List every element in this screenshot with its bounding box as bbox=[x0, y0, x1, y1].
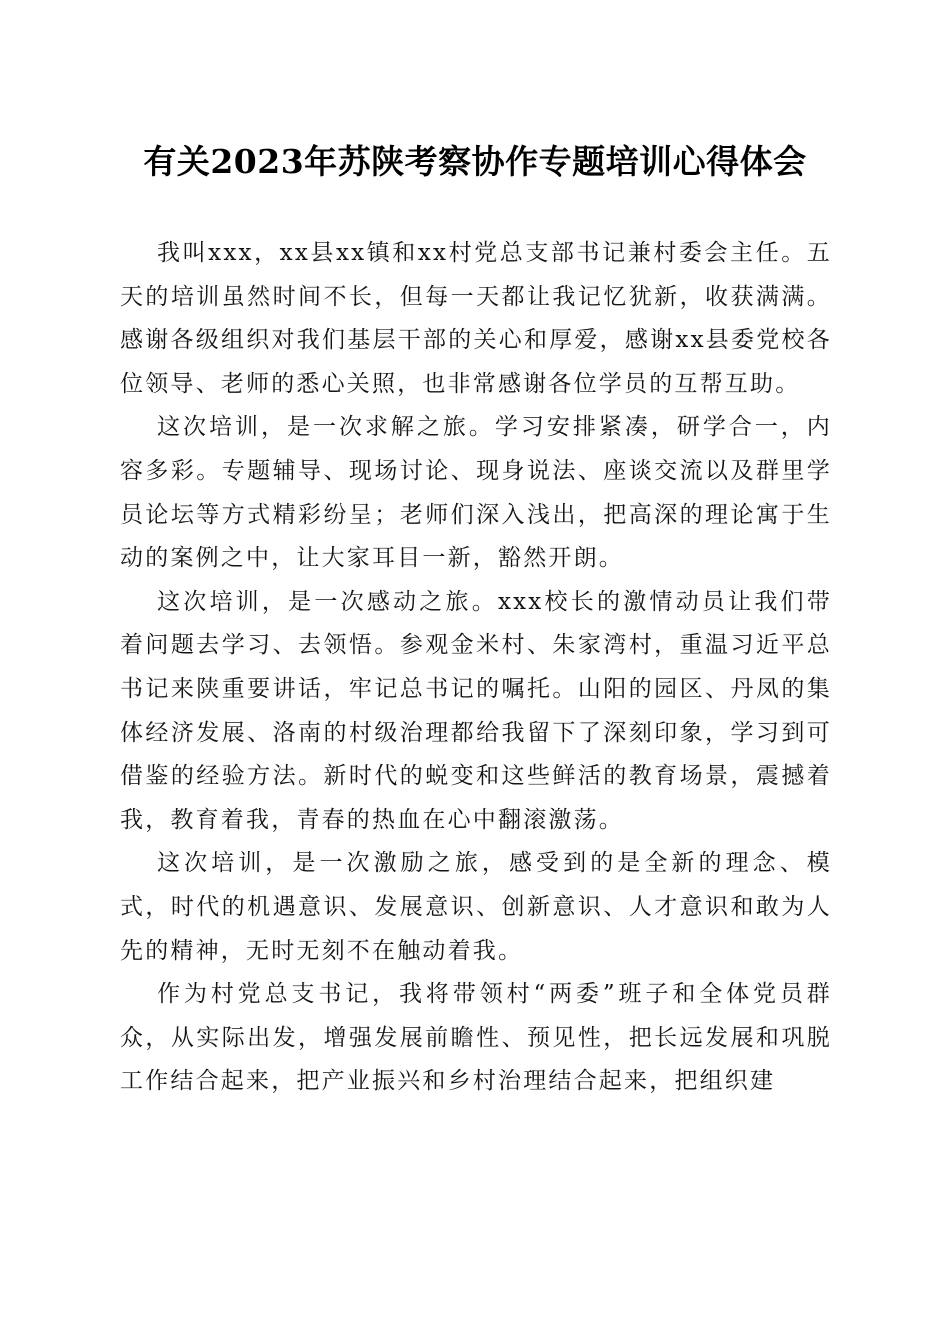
document-title: 有关2023年苏陕考察协作专题培训心得体会 bbox=[143, 142, 807, 181]
paragraph-journey-of-encouragement: 这次培训，是一次激励之旅，感受到的是全新的理念、模式，时代的机遇意识、发展意识、创新意识、人才意识和敢为人先的精神，无时无刻不在触动着我。 bbox=[120, 850, 832, 964]
paragraph-journey-of-solutions: 这次培训，是一次求解之旅。学习安排紧凑，研学合一，内容多彩。专题辅导、现场讨论、现身说法、座谈交流以及群里学员论坛等方式精彩纷呈；老师们深入浅出，把高深的理论寓于生动的案例之中，让大家耳目一新，豁然开朗。 bbox=[120, 414, 832, 572]
document-body bbox=[120, 232, 832, 1104]
paragraph-commitment: 作为村党总支书记，我将带领村“两委”班子和全体党员群众，从实际出发，增强发展前瞻性、预见性，把长远发展和巩脱工作结合起来，把产业振兴和乡村治理结合起来，把组织建 bbox=[120, 981, 832, 1095]
paragraph-introduction: 我叫xxx，xx县xx镇和xx村党总支部书记兼村委会主任。五天的培训虽然时间不长，但每一天都让我记忆犹新，收获满满。感谢各级组织对我们基层干部的关心和厚爱，感谢xx县委党校各位领导、老师的悉心关照，也非常感谢各位学员的互帮互助。 bbox=[120, 240, 832, 397]
paragraph-journey-of-inspiration: 这次培训，是一次感动之旅。xxx校长的激情动员让我们带着问题去学习、去领悟。参观金米村、朱家湾村，重温习近平总书记来陕重要讲话，牢记总书记的嘱托。山阳的园区、丹凤的集体经济发展、洛南的村级治理都给我留下了深刻印象，学习到可借鉴的经验方法。新时代的蜕变和这些鲜活的教育场景，震撼着我，教育着我，青春的热血在心中翻滚激荡。 bbox=[120, 588, 832, 833]
